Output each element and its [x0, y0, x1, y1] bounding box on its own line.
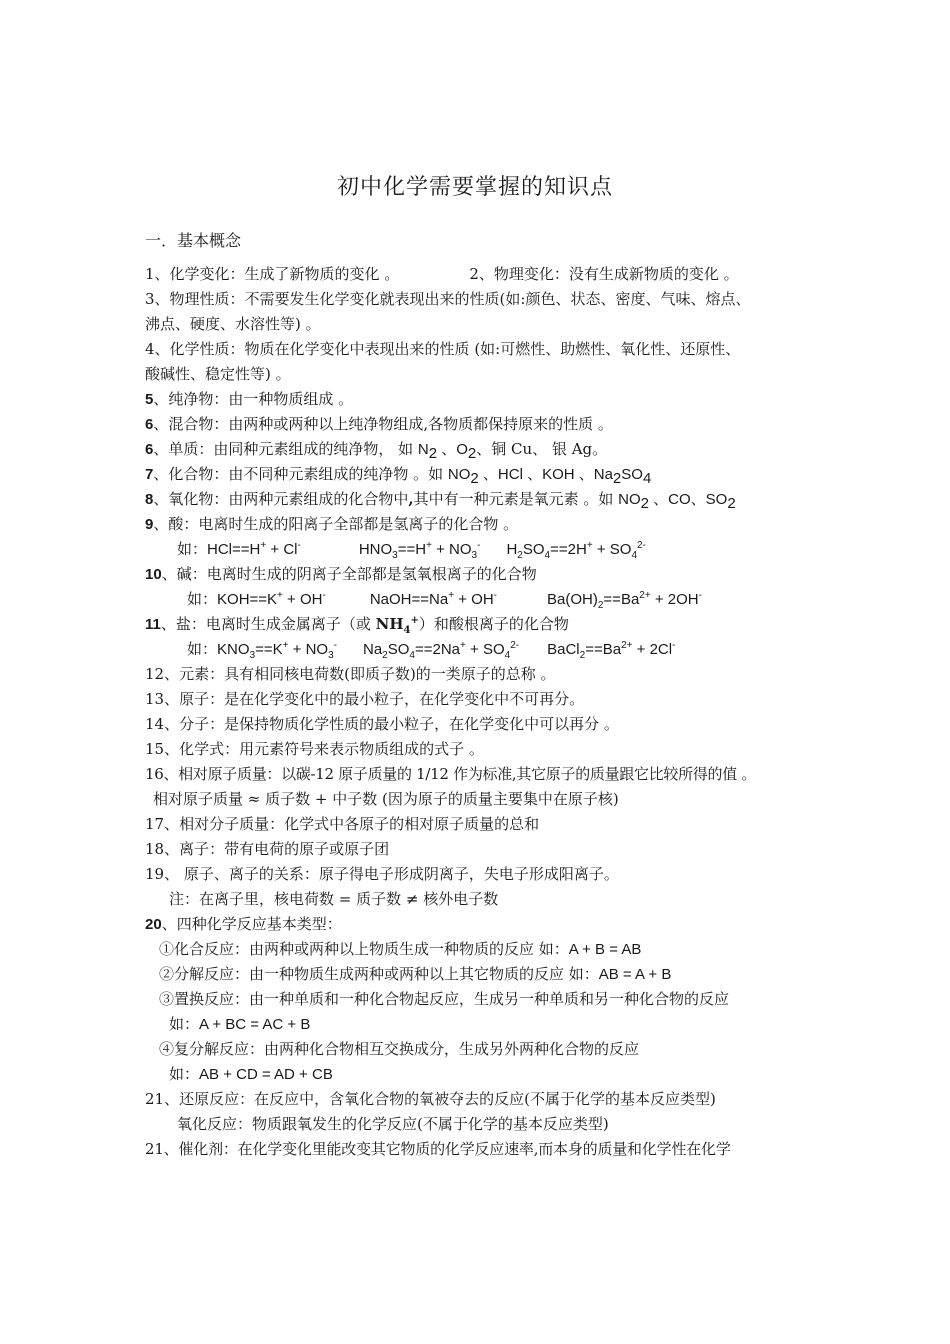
- item-number: 8: [145, 491, 154, 508]
- item-chemical-change: 1、化学变化：生成了新物质的变化 。: [145, 265, 400, 283]
- text-line: [145, 412, 825, 437]
- item-text: 、混合物：由两种或两种以上纯净物组成,各物质都保持原来的性质 。: [153, 415, 613, 433]
- item-physical-change: 2、物理变化：没有生成新物质的变化 。: [469, 265, 739, 283]
- text-line: [145, 262, 825, 287]
- text-line: 氧化反应：物质跟氧发生的化学反应(不属于化学的基本反应类型): [177, 1115, 609, 1133]
- formula: BaCl: [547, 641, 580, 658]
- superscript: +: [277, 590, 283, 601]
- superscript: +: [282, 640, 289, 651]
- body-text: [145, 262, 825, 1162]
- text-line: [145, 512, 825, 537]
- text-line: 4、化学性质：物质在化学变化中表现出来的性质 (如:可燃性、助燃性、氧化性、还原性、: [145, 340, 741, 358]
- superscript: +: [260, 540, 267, 551]
- superscript: -: [322, 590, 326, 601]
- subscript: 2: [428, 445, 438, 462]
- base-examples: [145, 587, 825, 612]
- text-line: [145, 562, 825, 587]
- item-number: 9: [145, 516, 154, 533]
- text-line: 注：在离子里，核电荷数 = 质子数 ≠ 核外电子数: [169, 890, 499, 908]
- formula: ==2H: [550, 541, 587, 558]
- formula: A + B = AB: [568, 941, 642, 958]
- superscript: +: [448, 590, 455, 601]
- salt-examples: [145, 637, 825, 662]
- subscript: 3: [328, 650, 334, 661]
- formula: ==2Na: [414, 641, 461, 658]
- subscript: 2: [597, 600, 604, 611]
- item-text: 、碱：电离时生成的阴离子全部都是氢氧根离子的化合物: [161, 565, 537, 583]
- acid-examples: [145, 537, 825, 562]
- text-line: [145, 612, 825, 637]
- comma: ,: [408, 490, 414, 508]
- subscript: 2: [640, 495, 649, 512]
- formula: SO: [387, 641, 410, 658]
- text-line: [145, 962, 825, 987]
- item-text: 、盐：电离时生成金属离子（或: [160, 615, 376, 633]
- formula: + SO: [592, 541, 632, 558]
- formula: SO: [522, 541, 545, 558]
- text-line: ③置换反应：由一种单质和一种化合物起反应，生成另一种单质和另一种化合物的反应: [159, 990, 730, 1008]
- subscript: 3: [249, 650, 256, 661]
- formula: + Cl: [266, 541, 298, 558]
- superscript: -: [297, 540, 301, 551]
- subscript: 4: [504, 650, 511, 661]
- formula: + OH: [454, 591, 494, 608]
- superscript: -: [493, 590, 498, 601]
- formula: + OH: [282, 591, 323, 608]
- text-line: [145, 1062, 825, 1087]
- formula: KOH==K: [217, 591, 278, 608]
- example-label: 如：: [187, 640, 218, 658]
- item-text: ）和酸根离子的化合物: [418, 615, 569, 633]
- superscript: 2+: [621, 640, 633, 651]
- item-number: 6: [145, 416, 154, 433]
- superscript: 2+: [639, 590, 651, 601]
- item-text: 、酸：电离时生成的阳离子全部都是氢离子的化合物 。: [153, 515, 519, 533]
- superscript: 2-: [510, 640, 520, 651]
- subscript: 4: [409, 650, 415, 661]
- subscript: 4: [544, 550, 551, 561]
- superscript: +: [586, 540, 593, 551]
- formula: H: [506, 541, 518, 558]
- text-line: [145, 462, 825, 487]
- text-line: [145, 1012, 825, 1037]
- formula: + 2Cl: [632, 641, 673, 658]
- text-line: 16、相对原子质量：以碳-12 原子质量的 1/12 作为标准,其它原子的质量跟它比较所得的值 。: [145, 765, 757, 783]
- item-number: 6: [145, 441, 154, 458]
- item-number: 11: [145, 616, 161, 633]
- item-text: 、铜 Cu、 银 Ag。: [476, 440, 608, 458]
- item-number: 5: [145, 391, 154, 408]
- text-line: 沸点、硬度、水溶性等) 。: [145, 315, 321, 333]
- item-number: 7: [145, 466, 154, 483]
- formula: + NO: [288, 641, 329, 658]
- subscript: 4: [642, 470, 652, 487]
- text-line: 14、分子：是保持物质化学性质的最小粒子，在化学变化中可以再分 。: [145, 715, 619, 733]
- example-label: 如：: [187, 590, 218, 608]
- formula: AB = A + B: [598, 966, 672, 983]
- subscript: 2: [467, 445, 477, 462]
- page-title: 初中化学需要掌握的知识点: [336, 175, 613, 200]
- text-line: 21、催化剂：在化学变化里能改变其它物质的化学反应速率,而本身的质量和化学性在化学: [145, 1140, 731, 1158]
- formula: NO: [447, 466, 471, 483]
- item-text: 、纯净物：由一种物质组成 。: [153, 390, 354, 408]
- superscript: +: [460, 640, 466, 651]
- formula: NH: [375, 615, 404, 633]
- text-line: 3、物理性质：不需要发生化学变化就表现出来的性质(如:颜色、状态、密度、气味、熔点、: [145, 290, 751, 308]
- subscript: 4: [631, 550, 637, 561]
- example-label: 如：: [169, 1065, 200, 1083]
- formula: ==Ba: [603, 591, 640, 608]
- superscript: 2-: [637, 540, 646, 551]
- subscript: 2: [470, 470, 479, 487]
- item-text: 其中有一种元素是氧元素 。如: [413, 490, 619, 508]
- superscript: +: [410, 615, 419, 626]
- superscript: -: [698, 590, 702, 601]
- text-line: 21、还原反应：在反应中，含氧化合物的氧被夺去的反应(不属于化学的基本反应类型): [145, 1090, 716, 1108]
- formula: N: [417, 441, 429, 458]
- subscript: 2: [517, 550, 523, 561]
- superscript: -: [477, 540, 481, 551]
- subscript: 2: [579, 650, 586, 661]
- formula: SO: [621, 466, 643, 483]
- formula: 、HCl 、KOH 、Na: [478, 466, 613, 483]
- text-line: [145, 387, 825, 412]
- subscript: 3: [471, 550, 478, 561]
- formula: ==K: [255, 641, 283, 658]
- text-line: 15、化学式：用元素符号来表示物质组成的式子 。: [145, 740, 484, 758]
- text-line: 18、离子：带有电荷的原子或原子团: [145, 840, 390, 858]
- text-line: [145, 912, 825, 937]
- superscript: -: [672, 640, 676, 651]
- item-number: 20: [145, 916, 162, 933]
- text-line: 12、元素：具有相同核电荷数(即质子数)的一类原子的总称 。: [145, 665, 556, 683]
- item-text: ①化合反应：由两种或两种以上物质生成一种物质的反应 如：: [159, 940, 569, 958]
- item-number: 10: [145, 566, 162, 583]
- superscript: -: [333, 640, 337, 651]
- formula: + NO: [431, 541, 472, 558]
- subscript: 4: [403, 625, 411, 636]
- text-line: 13、原子：是在化学变化中的最小粒子，在化学变化中不可再分。: [145, 690, 585, 708]
- superscript: +: [426, 540, 432, 551]
- text-line: [145, 437, 825, 462]
- item-text: 、氧化物：由两种元素组成的化合物中: [153, 490, 409, 508]
- formula: ==Ba: [585, 641, 622, 658]
- formula: NaOH==Na: [369, 591, 449, 608]
- formula: + SO: [465, 641, 505, 658]
- formula: NO: [618, 491, 641, 508]
- formula: 、O: [437, 441, 468, 458]
- formula: A + BC = AC + B: [199, 1016, 311, 1033]
- subscript: 2: [612, 470, 622, 487]
- formula: KNO: [217, 641, 250, 658]
- subscript: 2: [382, 650, 388, 661]
- text-line: 19、 原子、离子的关系：原子得电子形成阴离子，失电子形成阳离子。: [145, 865, 619, 883]
- subscript: 2: [727, 495, 736, 512]
- text-line: 相对原子质量 ≈ 质子数 + 中子数 (因为原子的质量主要集中在原子核): [153, 790, 619, 808]
- formula: + 2OH: [650, 591, 699, 608]
- text-line: ④复分解反应：由两种化合物相互交换成分，生成另外两种化合物的反应: [159, 1040, 640, 1058]
- text-line: 酸碱性、稳定性等) 。: [145, 365, 291, 383]
- text-line: [145, 487, 825, 512]
- section-heading: 一．基本概念: [145, 231, 242, 250]
- item-text: 、化合物：由不同种元素组成的纯净物 。如: [153, 465, 448, 483]
- formula: 、CO、SO: [648, 491, 728, 508]
- formula: Ba(OH): [547, 591, 598, 608]
- subscript: 3: [392, 550, 398, 561]
- formula: Na: [362, 641, 383, 658]
- formula: ==H: [397, 541, 427, 558]
- formula: AB + CD = AD + CB: [199, 1066, 333, 1083]
- text-line: 17、相对分子质量：化学式中各原子的相对原子质量的总和: [145, 815, 540, 833]
- formula: HNO: [358, 541, 393, 558]
- item-text: 、单质：由同种元素组成的纯净物， 如: [153, 440, 418, 458]
- example-label: 如：: [177, 540, 208, 558]
- item-text: 、四种化学反应基本类型：: [161, 915, 342, 933]
- example-label: 如：: [169, 1015, 200, 1033]
- text-line: [145, 937, 825, 962]
- formula: HCl==H: [207, 541, 261, 558]
- item-text: ②分解反应：由一种物质生成两种或两种以上其它物质的反应 如：: [159, 965, 599, 983]
